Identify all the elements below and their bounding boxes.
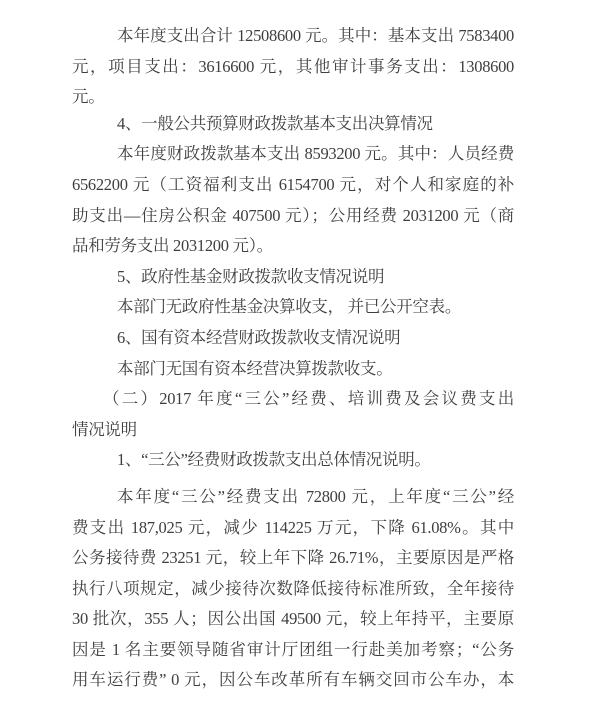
text-line: 费支出 187,025 元，减少 114225 万元，下降 61.08%。其中 [72, 517, 514, 537]
text-line: 5、政府性基金财政拨款收支情况说明 [117, 266, 385, 286]
text-line: 情况说明 [72, 419, 137, 439]
text-line: 4、一般公共预算财政拨款基本支出决算情况 [117, 113, 433, 133]
text-line: 助支出—住房公积金 407500 元）；公用经费 2031200 元（商 [72, 205, 514, 225]
text-line: 用车运行费” 0 元，因公车改革所有车辆交回市公车办，本 [72, 670, 514, 690]
text-line: 因是 1 名主要领导随省审计厅团组一行赴美加考察；“公务 [72, 639, 514, 659]
text-line: 执行八项规定，减少接待次数降低接待标准所致，全年接待 [72, 578, 514, 598]
text-line: 6562200 元（工资福利支出 6154700 元，对个人和家庭的补 [72, 174, 514, 194]
text-line: 元。 [72, 87, 105, 107]
text-line: 元，项目支出：3616600 元，其他审计事务支出：1308600 [72, 56, 514, 76]
text-line: 本部门无国有资本经营决算拨款收支。 [117, 358, 393, 378]
text-line: 本年度“三公”经费支出 72800 元，上年度“三公”经 [117, 486, 514, 506]
text-line: 公务接待费 23251 元，较上年下降 26.71%，主要原因是严格 [72, 548, 514, 568]
text-line: 本部门无政府性基金决算收支， 并已公开空表。 [117, 297, 462, 317]
text-line: （二）2017 年度“三公”经费、培训费及会议费支出 [103, 389, 514, 409]
text-line: 1、“三公”经费财政拨款支出总体情况说明。 [117, 450, 431, 470]
text-line: 品和劳务支出 2031200 元）。 [72, 236, 273, 256]
text-line: 6、国有资本经营财政拨款收支情况说明 [117, 327, 401, 347]
document-body [72, 21, 514, 696]
text-line: 本年度财政拨款基本支出 8593200 元。其中：人员经费 [117, 144, 514, 164]
text-line: 本年度支出合计 12508600 元。其中：基本支出 7583400 [117, 26, 514, 45]
text-line: 30 批次，355 人；因公出国 49500 元，较上年持平，主要原 [72, 609, 514, 629]
